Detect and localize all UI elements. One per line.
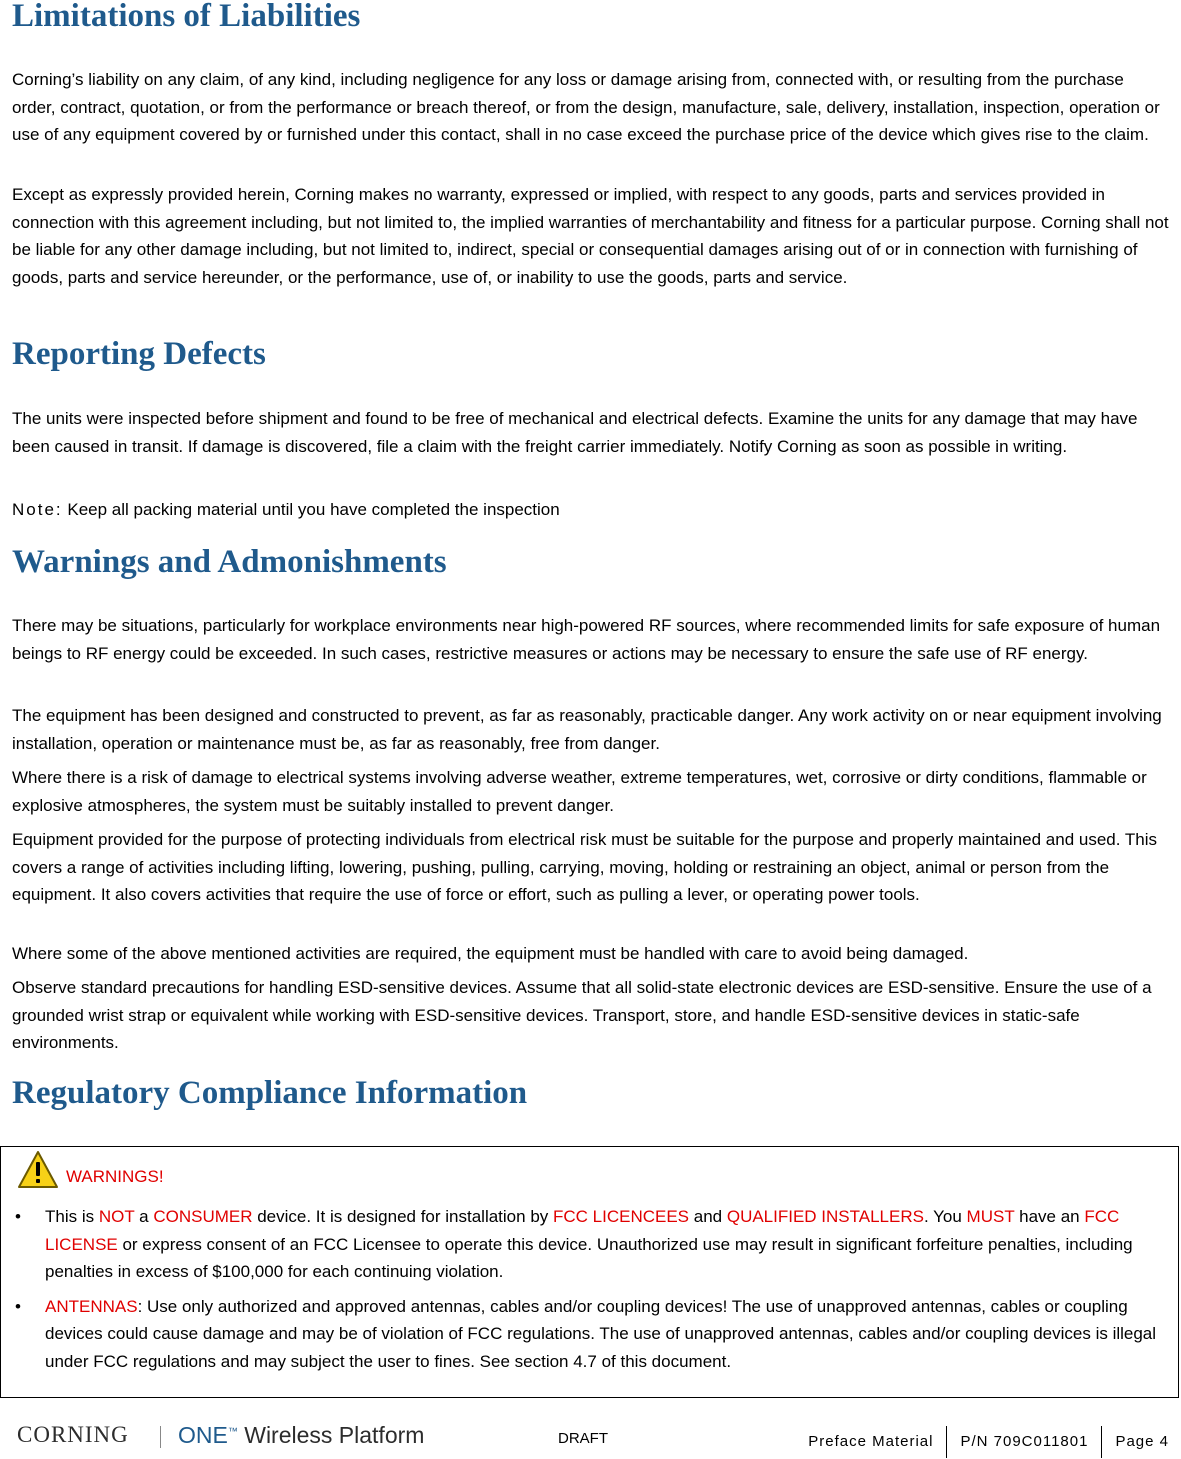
warnings-paragraph-5: Where some of the above mentioned activities are required, the equipment must be handled with care to avoid being damaged. xyxy=(12,944,969,963)
defects-note xyxy=(12,496,1170,524)
warnings-header xyxy=(16,1147,164,1193)
note-text: Keep all packing material until you have completed the inspection xyxy=(62,500,560,519)
limitations-paragraph-1: Corning’s liability on any claim, of any kind, including negligence for any loss or damage arising from, connected with, or resulting from the purchase order, contract, quotation, or from the performance or breach thereof, or from the design, manufacture, sale, delivery, installation, inspection, operation or use of any equipment covered by or furnished under this contact, shall in no case exceed the purchase price of the device which gives rise to the claim. xyxy=(12,70,1160,144)
page-footer xyxy=(0,1410,1181,1459)
warnings-list xyxy=(11,1203,1171,1375)
bullet-marker: • xyxy=(15,1296,21,1316)
heading-warnings: Warnings and Admonishments xyxy=(12,544,447,580)
warnings-paragraph-2: The equipment has been designed and constructed to prevent, as far as reasonably, practicable danger. Any work activity on or near equipment involving installation, operation or maintenance must be, as far as reasonably, free from danger. xyxy=(12,706,1162,753)
corning-logo: CORNING xyxy=(17,1422,129,1447)
note-label: Note: xyxy=(12,500,63,519)
warnings-paragraph-4: Equipment provided for the purpose of protecting individuals from electrical risk must be suitable for the purpose and properly maintained and used. This covers a range of activities including lifting, lowering, pushing, pulling, carrying, moving, holding or restraining an object, animal or person from the equipment. It also covers activities that require the use of force or effort, such as pulling a lever, or operating power tools. xyxy=(12,830,1157,904)
warnings-box xyxy=(0,1146,1179,1398)
heading-reporting-defects: Reporting Defects xyxy=(12,336,266,372)
defects-paragraph: The units were inspected before shipment and found to be free of mechanical and electrical defects. Examine the units for any damage that may have been caused in transit. If damage is discovered, file a claim with the freight carrier immediately. Notify Corning as soon as possible in writing. xyxy=(12,409,1138,456)
warning-consumer-text: This is NOT a CONSUMER device. It is designed for installation by FCC LICENCEES and QUALIFIED INSTALLERS. You MUST have an FCC LICENSE or express consent of an FCC Licensee to operate this device. Unauthorized use may result in significant forfeiture penalties, including penalties in excess of $100,000 for each continuing violation. xyxy=(45,1207,1133,1281)
heading-limitations: Limitations of Liabilities xyxy=(12,0,361,34)
heading-regulatory: Regulatory Compliance Information xyxy=(12,1075,528,1111)
logo-divider xyxy=(160,1426,161,1448)
warning-antennas-text: ANTENNAS: Use only authorized and approved antennas, cables and/or coupling devices! The use of unapproved antennas, cables or coupling devices could cause damage and may be of violation of FCC regulations. The use of unapproved antennas, cables and/or coupling devices is illegal under FCC regulations and may subject the user to fines. See section 4.7 of this document. xyxy=(45,1296,1157,1371)
list-item xyxy=(11,1203,1171,1286)
page-number: Page 4 xyxy=(1115,1433,1169,1450)
limitations-paragraph-2: Except as expressly provided herein, Corning makes no warranty, expressed or implied, with respect to any goods, parts and services provided in connection with this agreement including, but not limited to, the implied warranties of merchantability and fitness for a particular purpose. Corning shall not be liable for any other damage including, but not limited to, indirect, special or consequential damages arising out of or in connection with furnishing of goods, parts and service hereunder, or the performance, use of, or inability to use the goods, parts and service. xyxy=(12,185,1169,287)
part-number: P/N 709C011801 xyxy=(960,1433,1089,1450)
warning-triangle-icon xyxy=(16,1149,60,1191)
draft-label: DRAFT xyxy=(558,1430,608,1447)
warnings-title: WARNINGS! xyxy=(66,1167,164,1186)
one-wireless-platform-logo: ONE™ Wireless Platform xyxy=(178,1422,425,1448)
footer-meta xyxy=(795,1426,1169,1458)
list-item xyxy=(11,1293,1171,1376)
warnings-paragraph-3: Where there is a risk of damage to electrical systems involving adverse weather, extreme temperatures, wet, corrosive or dirty conditions, flammable or explosive atmospheres, the system must be suitably installed to prevent danger. xyxy=(12,768,1147,815)
bullet-marker: • xyxy=(15,1207,21,1226)
warnings-paragraph-6: Observe standard precautions for handling ESD-sensitive devices. Assume that all solid-state electronic devices are ESD-sensitive. Ensure the use of a grounded wrist strap or equivalent while working with ESD-sensitive devices. Transport, store, and handle ESD-sensitive devices in static-safe environments. xyxy=(12,978,1152,1052)
warnings-paragraph-1: There may be situations, particularly for workplace environments near high-powered RF sources, where recommended limits for safe exposure of human beings to RF energy could be exceeded. In such cases, restrictive measures or actions may be necessary to ensure the safe use of RF energy. xyxy=(12,616,1161,663)
preface-label: Preface Material xyxy=(808,1433,934,1450)
